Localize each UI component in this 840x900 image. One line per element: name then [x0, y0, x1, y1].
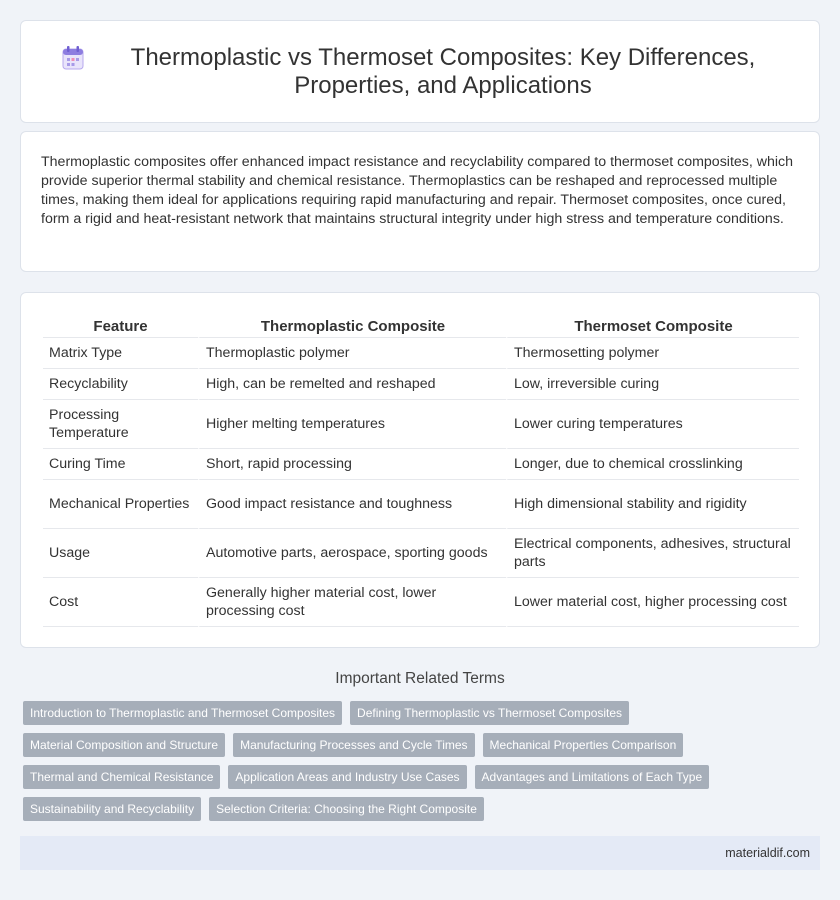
related-term-tag[interactable]: Application Areas and Industry Use Cases [228, 765, 466, 789]
thermoset-cell: Thermosetting polymer [506, 338, 799, 369]
header-feature: Feature [43, 313, 198, 338]
thermoset-cell: High dimensional stability and rigidity [506, 480, 799, 529]
calendar-icon [61, 45, 85, 71]
related-term-tag[interactable]: Material Composition and Structure [23, 733, 225, 757]
thermoset-cell: Lower material cost, higher processing cost [506, 578, 799, 627]
related-term-tag[interactable]: Defining Thermoplastic vs Thermoset Composites [350, 701, 629, 725]
table-row [43, 369, 799, 400]
thermoset-cell: Lower curing temperatures [506, 400, 799, 449]
related-term-tag[interactable]: Selection Criteria: Choosing the Right Composite [209, 797, 484, 821]
thermoplastic-cell: High, can be remelted and reshaped [198, 369, 506, 400]
feature-cell: Usage [43, 529, 198, 578]
thermoset-cell: Low, irreversible curing [506, 369, 799, 400]
related-term-tag[interactable]: Manufacturing Processes and Cycle Times [233, 733, 474, 757]
related-terms-list [23, 701, 813, 821]
related-term-tag[interactable]: Sustainability and Recyclability [23, 797, 201, 821]
page-title: Thermoplastic vs Thermoset Composites: Key Differences, Properties, and Applications [130, 43, 756, 99]
feature-cell: Recyclability [43, 369, 198, 400]
feature-cell: Curing Time [43, 449, 198, 480]
title-wrap [21, 21, 819, 122]
table-row [43, 480, 799, 529]
related-term-tag[interactable]: Advantages and Limitations of Each Type [475, 765, 710, 789]
header-thermoplastic: Thermoplastic Composite [198, 313, 506, 338]
thermoplastic-cell: Thermoplastic polymer [198, 338, 506, 369]
header-thermoset: Thermoset Composite [506, 313, 799, 338]
related-terms-heading: Important Related Terms [335, 670, 505, 687]
thermoplastic-cell: Short, rapid processing [198, 449, 506, 480]
comparison-table [43, 313, 799, 627]
related-term-tag[interactable]: Introduction to Thermoplastic and Thermoset Composites [23, 701, 342, 725]
feature-cell: Processing Temperature [43, 400, 198, 449]
table-header-row [43, 313, 799, 338]
footer [20, 836, 820, 870]
thermoset-cell: Electrical components, adhesives, structural parts [506, 529, 799, 578]
footer-site-link[interactable]: materialdif.com [725, 846, 810, 860]
thermoplastic-cell: Automotive parts, aerospace, sporting goods [198, 529, 506, 578]
table-row [43, 338, 799, 369]
thermoset-cell: Longer, due to chemical crosslinking [506, 449, 799, 480]
feature-cell: Cost [43, 578, 198, 627]
feature-cell: Mechanical Properties [43, 480, 198, 529]
table-row [43, 400, 799, 449]
table-row [43, 529, 799, 578]
table-row [43, 449, 799, 480]
table-row [43, 578, 799, 627]
title-card [20, 20, 820, 123]
intro-card [20, 131, 820, 272]
feature-cell: Matrix Type [43, 338, 198, 369]
comparison-card [20, 292, 820, 648]
related-term-tag[interactable]: Mechanical Properties Comparison [483, 733, 684, 757]
thermoplastic-cell: Generally higher material cost, lower processing cost [198, 578, 506, 627]
thermoplastic-cell: Higher melting temperatures [198, 400, 506, 449]
thermoplastic-cell: Good impact resistance and toughness [198, 480, 506, 529]
related-term-tag[interactable]: Thermal and Chemical Resistance [23, 765, 220, 789]
intro-paragraph: Thermoplastic composites offer enhanced impact resistance and recyclability compared to thermoset composites, which provide superior thermal stability and chemical resistance. Thermoplastics can be reshaped and reprocessed multiple times, making them ideal for applications requiring rapid manufacturing and repair. Thermoset composites, once cured, form a rigid and heat-resistant network that maintains structural integrity under high stress and temperature conditions. [41, 154, 794, 227]
